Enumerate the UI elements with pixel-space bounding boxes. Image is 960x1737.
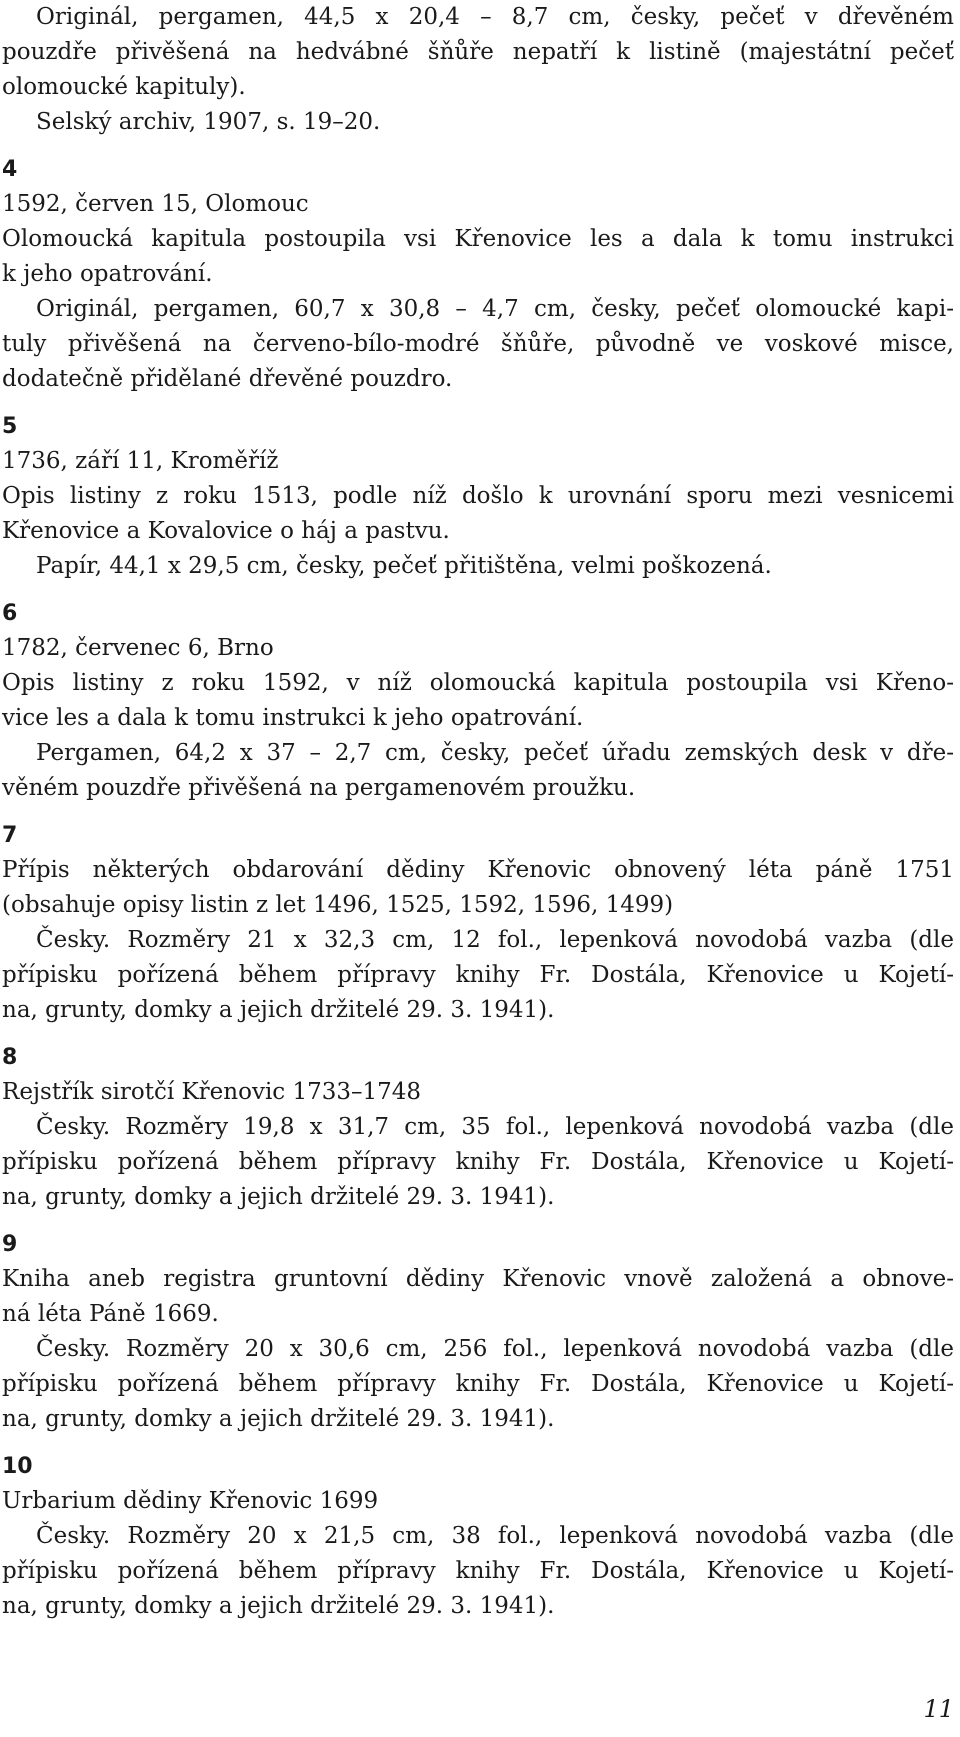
description-line: tuly přivěšená na červeno-bílo-modré šňůře, původně ve voskové misce, bbox=[2, 331, 954, 357]
description-line: na, grunty, domky a jejich držitelé 29. 3. 1941). bbox=[2, 1406, 555, 1432]
entry-number: 8 bbox=[2, 1045, 18, 1070]
entry-number: 7 bbox=[2, 823, 18, 848]
entry-5 bbox=[2, 409, 954, 584]
description-line: pouzdře přivěšená na hedvábné šňůře nepatří k listině (majestátní pečeť bbox=[2, 39, 954, 65]
entry-number: 5 bbox=[2, 414, 18, 439]
entry-8 bbox=[2, 1040, 954, 1215]
summary-line: Opis listiny z roku 1513, podle níž došlo k urovnání sporu mezi vesnicemi bbox=[2, 483, 954, 509]
summary-line: ná léta Páně 1669. bbox=[2, 1301, 219, 1327]
description-line: přípisku pořízená během přípravy knihy Fr. Dostála, Křenovice u Kojetí- bbox=[2, 1371, 954, 1397]
document-body bbox=[2, 0, 954, 1624]
entry-date: 1592, červen 15, Olomouc bbox=[2, 191, 309, 217]
summary-line: Rejstřík sirotčí Křenovic 1733–1748 bbox=[2, 1079, 422, 1105]
summary-line: Urbarium dědiny Křenovic 1699 bbox=[2, 1488, 379, 1514]
entry-date: 1736, září 11, Kroměříž bbox=[2, 448, 279, 474]
description-line: dodatečně přidělané dřevěné pouzdro. bbox=[2, 366, 453, 392]
description-line: na, grunty, domky a jejich držitelé 29. 3. 1941). bbox=[2, 1593, 555, 1619]
description-line: olomoucké kapituly). bbox=[2, 74, 246, 100]
page-number: 11 bbox=[923, 1695, 954, 1723]
summary-line: Olomoucká kapitula postoupila vsi Křenovice les a dala k tomu instrukci bbox=[2, 226, 954, 252]
summary-line: (obsahuje opisy listin z let 1496, 1525, 1592, 1596, 1499) bbox=[2, 892, 674, 918]
summary-line: Křenovice a Kovalovice o háj a pastvu. bbox=[2, 518, 450, 544]
description-line: na, grunty, domky a jejich držitelé 29. 3. 1941). bbox=[2, 1184, 555, 1210]
entry-9 bbox=[2, 1227, 954, 1437]
entry-number: 9 bbox=[2, 1232, 18, 1257]
summary-line: k jeho opatrování. bbox=[2, 261, 213, 287]
summary-line: Opis listiny z roku 1592, v níž olomoucká kapitula postoupila vsi Křeno- bbox=[2, 670, 954, 696]
entry-number: 10 bbox=[2, 1454, 33, 1479]
description-line: Originál, pergamen, 60,7 x 30,8 – 4,7 cm, česky, pečeť olomoucké kapi- bbox=[36, 296, 954, 322]
entry-10 bbox=[2, 1449, 954, 1624]
entry-6 bbox=[2, 596, 954, 806]
entry-date: 1782, červenec 6, Brno bbox=[2, 635, 274, 661]
description-line: na, grunty, domky a jejich držitelé 29. 3. 1941). bbox=[2, 997, 555, 1023]
summary-line: Přípis některých obdarování dědiny Křenovic obnovený léta páně 1751 bbox=[2, 857, 954, 883]
description-line: přípisku pořízená během přípravy knihy Fr. Dostála, Křenovice u Kojetí- bbox=[2, 1558, 954, 1584]
entry-4 bbox=[2, 152, 954, 397]
description-line: přípisku pořízená během přípravy knihy Fr. Dostála, Křenovice u Kojetí- bbox=[2, 962, 954, 988]
entry-number: 4 bbox=[2, 157, 18, 182]
summary-line: Kniha aneb registra gruntovní dědiny Křenovic vnově založená a obnove- bbox=[2, 1266, 954, 1292]
summary-line: vice les a dala k tomu instrukci k jeho opatrování. bbox=[2, 705, 584, 731]
description-line: Česky. Rozměry 20 x 21,5 cm, 38 fol., lepenková novodobá vazba (dle bbox=[36, 1523, 954, 1549]
description-line: Papír, 44,1 x 29,5 cm, česky, pečeť přitištěna, velmi poškozená. bbox=[36, 553, 772, 579]
description-line: Česky. Rozměry 21 x 32,3 cm, 12 fol., lepenková novodobá vazba (dle bbox=[36, 927, 954, 953]
entry-number: 6 bbox=[2, 601, 18, 626]
description-line: přípisku pořízená během přípravy knihy Fr. Dostála, Křenovice u Kojetí- bbox=[2, 1149, 954, 1175]
entry-7 bbox=[2, 818, 954, 1028]
description-line: Česky. Rozměry 19,8 x 31,7 cm, 35 fol., lepenková novodobá vazba (dle bbox=[36, 1114, 954, 1140]
description-line: Česky. Rozměry 20 x 30,6 cm, 256 fol., lepenková novodobá vazba (dle bbox=[36, 1336, 954, 1362]
description-line: Pergamen, 64,2 x 37 – 2,7 cm, česky, pečeť úřadu zemských desk v dře- bbox=[36, 740, 954, 766]
description-line: Originál, pergamen, 44,5 x 20,4 – 8,7 cm, česky, pečeť v dřevěném bbox=[36, 4, 954, 30]
description-line: věném pouzdře přivěšená na pergamenovém proužku. bbox=[2, 775, 636, 801]
entry-3-continuation bbox=[2, 0, 954, 140]
source-line: Selský archiv, 1907, s. 19–20. bbox=[36, 109, 381, 135]
